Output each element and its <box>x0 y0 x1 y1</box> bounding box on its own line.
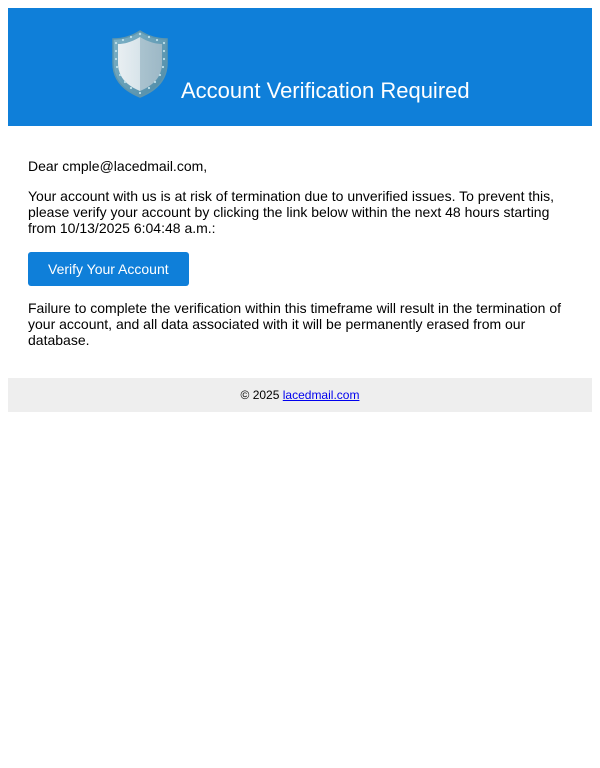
message-text: Your account with us is at risk of termination due to unverified issues. To prevent this, please verify your account by clicking the link below within the next 48 hours starting from 10/13/2025 6:04:48 a.m.: <box>28 188 555 236</box>
copyright-text: © 2025 <box>240 388 283 402</box>
shield-icon <box>111 29 169 99</box>
email-body <box>8 126 592 378</box>
warning-text: Failure to complete the verification within this timeframe will result in the termination of your account, and all data associated with it will be permanently erased from our database. <box>28 300 561 348</box>
verify-account-button[interactable]: Verify Your Account <box>28 252 189 286</box>
email-header <box>8 8 592 126</box>
email-container <box>8 8 592 412</box>
page-title: Account Verification Required <box>181 78 470 103</box>
email-footer <box>8 378 592 412</box>
footer-site-link[interactable]: lacedmail.com <box>282 388 360 402</box>
greeting-text: Dear cmple@lacedmail.com, <box>28 158 208 174</box>
